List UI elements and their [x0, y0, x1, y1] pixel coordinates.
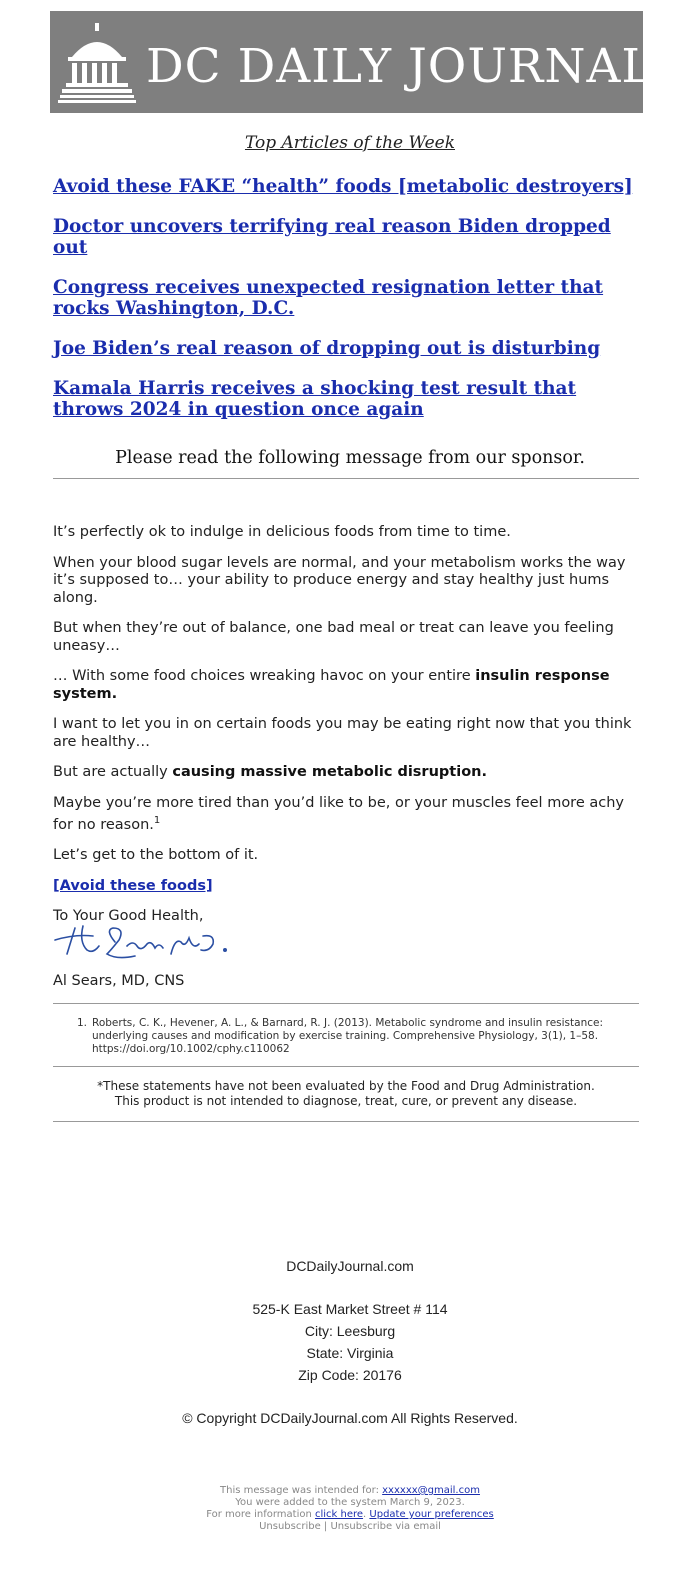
paragraph [53, 795, 643, 835]
emphasis-text: causing massive metabolic disruption. [172, 764, 487, 780]
divider [53, 478, 639, 479]
list-item [53, 378, 643, 420]
article-link[interactable]: Doctor uncovers terrifying real reason Biden dropped out [53, 216, 611, 258]
emphasis-text: insulin response system. [53, 668, 610, 702]
reference-list [77, 1017, 642, 1056]
article-link[interactable]: Kamala Harris receives a shocking test result that throws 2024 in question once again [53, 378, 577, 420]
paragraph [53, 668, 643, 703]
unsubscribe-link[interactable]: Unsubscribe [259, 1521, 321, 1532]
fine-print-text: . [363, 1509, 370, 1520]
article-link[interactable]: Avoid these FAKE “health” foods [metabolic destroyers] [53, 176, 633, 197]
footer-zip: Zip Code: 20176 [298, 1367, 402, 1383]
footer-street: 525-K East Market Street # 114 [252, 1301, 448, 1317]
list-item [53, 216, 643, 258]
sponsor-message [53, 524, 643, 939]
footer-city: City: Leesburg [304, 1323, 396, 1339]
disclaimer-line: *These statements have not been evaluated by the Food and Drug Administration. [97, 1079, 595, 1093]
fda-disclaimer [53, 1079, 639, 1109]
disclaimer-line: This product is not intended to diagnose, treat, cure, or prevent any disease. [114, 1094, 578, 1108]
cta-paragraph [53, 878, 643, 896]
paragraph-text: … With some food choices wreaking havoc on your entire [53, 668, 476, 684]
paragraph-text: Maybe you’re more tired than you’d like to be, or your muscles feel more achy for no reason. [53, 794, 624, 833]
reference-text: Roberts, C. K., Hevener, A. L., & Barnard, R. J. (2013). Metabolic syndrome and insulin resistance: underlying causes and modification by exercise training. Comprehensive Physiology, 3(1), 1–58. https://doi.org/10.1002/cphy.c110062 [92, 1017, 603, 1055]
footer-copyright: © Copyright DCDailyJournal.com All Rights Reserved. [182, 1410, 518, 1426]
fine-print-unsubscribe [0, 1521, 700, 1533]
update-preferences-link[interactable]: Update your preferences [369, 1509, 494, 1520]
footer-state: State: Virginia [306, 1345, 394, 1361]
click-here-link[interactable]: click here [314, 1509, 364, 1520]
list-item [53, 277, 643, 319]
divider [53, 1066, 639, 1067]
recipient-email-link[interactable]: xxxxxx@gmail.com [382, 1485, 480, 1496]
fine-print-intended [0, 1485, 700, 1497]
article-list [53, 176, 643, 439]
paragraph: It’s perfectly ok to indulge in delicious foods from time to time. [53, 524, 511, 540]
paragraph: I want to let you in on certain foods you may be eating right now that you think are healthy… [53, 716, 632, 750]
unsubscribe-email-link[interactable]: Unsubscribe via email [330, 1521, 441, 1532]
list-item [53, 176, 643, 197]
list-item [53, 338, 643, 359]
footnote-marker: 1 [153, 815, 161, 826]
fine-print-text: | [320, 1521, 331, 1532]
fine-print-text: For more information [206, 1509, 315, 1520]
signature-icon [53, 920, 233, 964]
signer-name: Al Sears, MD, CNS [53, 973, 185, 989]
reference-number: 1. [77, 1017, 88, 1029]
fine-print-text: This message was intended for: [220, 1485, 383, 1496]
sponsor-notice: Please read the following message from our sponsor. [115, 448, 585, 468]
paragraph-text: But are actually [53, 764, 173, 780]
paragraph: When your blood sugar levels are normal, and your metabolism works the way it’s supposed to… your ability to produce energy and stay healthy just hums along. [53, 554, 626, 606]
paragraph: Let’s get to the bottom of it. [53, 847, 259, 864]
fine-print-more [0, 1509, 700, 1521]
article-link[interactable]: Joe Biden’s real reason of dropping out is disturbing [53, 338, 601, 359]
divider [53, 1003, 639, 1004]
brand-title: DC DAILY JOURNAL [146, 39, 654, 94]
article-link[interactable]: Congress receives unexpected resignation letter that rocks Washington, D.C. [53, 277, 604, 319]
divider [53, 1121, 639, 1122]
closing-line: To Your Good Health, [53, 908, 204, 925]
header-banner[interactable] [50, 11, 654, 113]
avoid-foods-link[interactable]: [Avoid these foods] [53, 877, 213, 894]
paragraph: But when they’re out of balance, one bad meal or treat can leave you feeling uneasy… [53, 620, 614, 654]
paragraph [53, 764, 643, 782]
fine-print-added: You were added to the system March 9, 2023. [235, 1497, 465, 1508]
capitol-dome-icon [58, 19, 136, 107]
top-articles-title: Top Articles of the Week [244, 133, 456, 153]
footer-site: DCDailyJournal.com [286, 1258, 414, 1274]
